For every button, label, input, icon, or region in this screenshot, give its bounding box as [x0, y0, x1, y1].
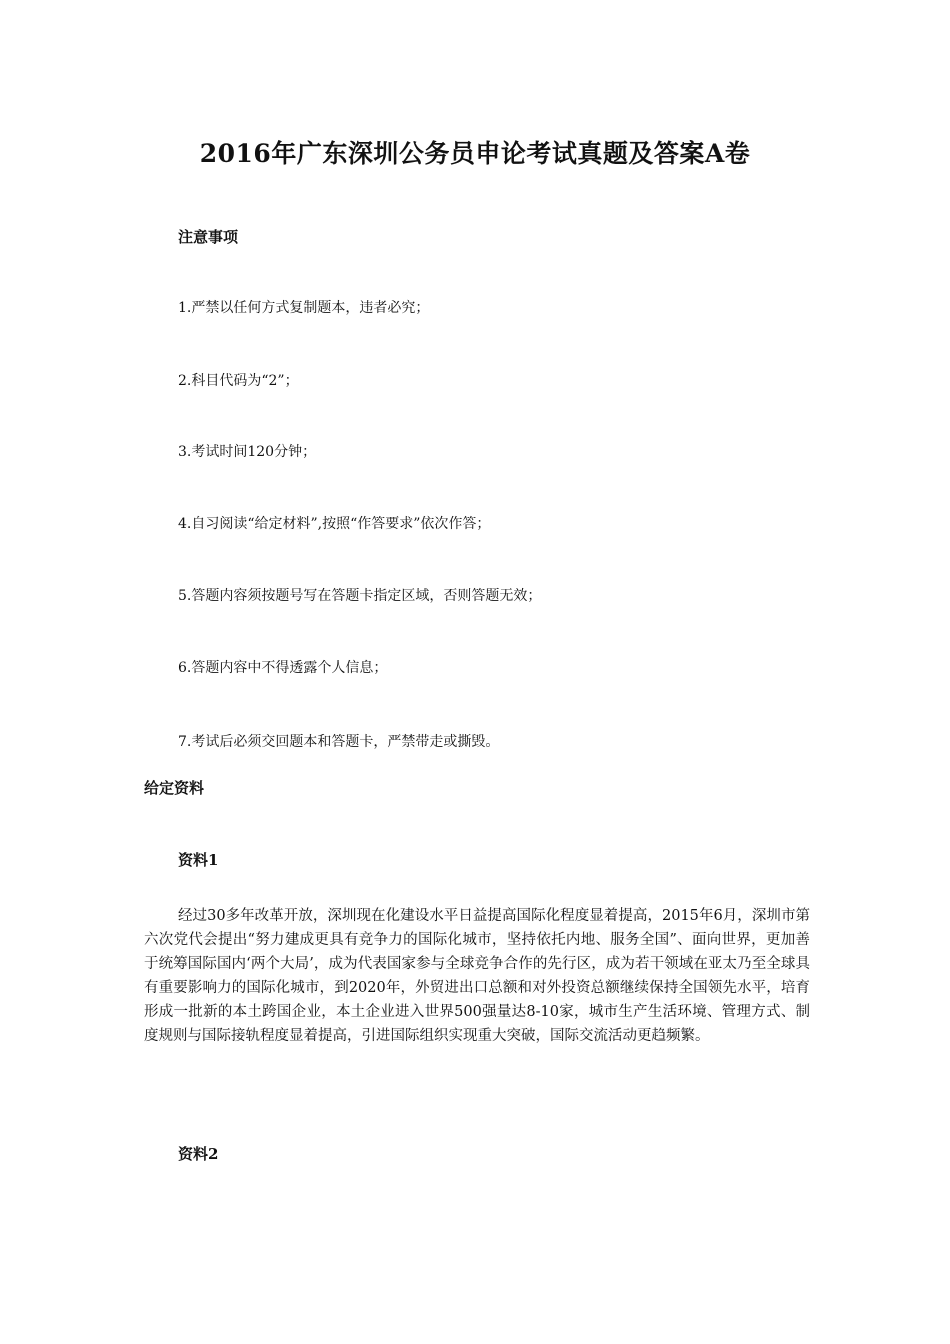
material-1-paragraph: 经过30多年改革开放，深圳现在化建设水平日益提高国际化程度显着提高，2015年6月，深圳市第六次党代会提出“努力建成更具有竞争力的国际化城市，坚持依托内地、服务全国”、面向世界，更加善于统筹国际国内‘两个大局’，成为代表国家参与全球竞争合作的先行区，成为若干领域在亚太乃至全球具有重要影响力的国际化城市，到2020年，外贸进出口总额和对外投资总额继续保持全国领先水平，培育形成一批新的本土跨国企业，本土企业进入世界500强量达8-10家，城市生产生活环境、管理方式、制度规则与国际接轨程度显着提高，引进国际组织实现重大突破，国际交流活动更趋频繁。 [144, 908, 810, 1044]
rule-item: 4.自习阅读“给定材料”,按照“作答要求”依次作答； [178, 516, 491, 532]
document-title: 2016年广东深圳公务员申论考试真题及答案A卷 [199, 139, 751, 168]
material-2-heading: 资料2 [178, 1145, 219, 1163]
rule-item: 3.考试时间120分钟； [178, 444, 317, 460]
rule-item: 5.答题内容须按题号写在答题卡指定区域，否则答题无效； [178, 588, 542, 604]
rule-item: 6.答题内容中不得透露个人信息； [178, 660, 388, 676]
rule-item: 7.考试后必须交回题本和答题卡，严禁带走或撕毁。 [178, 734, 500, 750]
rule-item: 2.科目代码为“2”； [178, 373, 299, 389]
given-materials-heading: 给定资料 [144, 779, 205, 797]
rule-item: 1.严禁以任何方式复制题本，违者必究； [178, 300, 430, 316]
material-1-heading: 资料1 [178, 851, 219, 869]
notice-heading: 注意事项 [178, 228, 239, 246]
